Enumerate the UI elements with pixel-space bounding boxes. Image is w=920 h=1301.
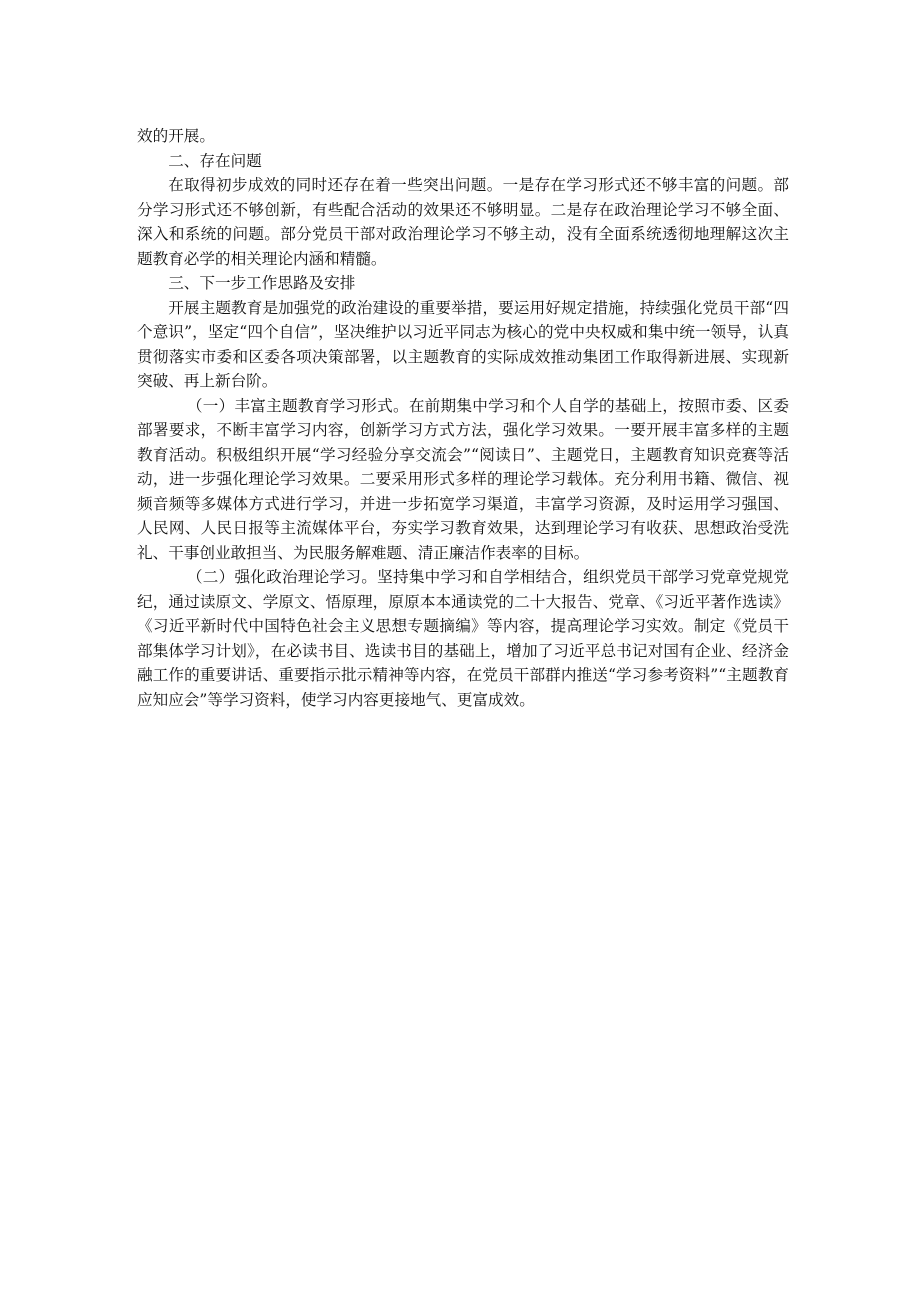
continued-paragraph: 效的开展。 [137, 127, 215, 145]
next-steps-intro-paragraph: 开展主题教育是加强党的政治建设的重要举措，要运用好规定措施，持续强化党员干部“四个意识”，坚定“四个自信”，坚决维护以习近平同志为核心的党中央权威和集中统一领导，认真贯彻落实市委和区委各项决策部署，以主题教育的实际成效推动集团工作取得新进展、实现新突破、再上新台阶。 [137, 298, 789, 390]
subsection-enrich-learning-forms: （一）丰富主题教育学习形式。在前期集中学习和个人自学的基础上，按照市委、区委部署要求，不断丰富学习内容，创新学习方式方法，强化学习效果。一要开展丰富多样的主题教育活动。积极组织开展“学习经验分享交流会”“阅读日”、主题党日，主题教育知识竞赛等活动，进一步强化理论学习效果。二要采用形式多样的理论学习载体。充分利用书籍、微信、视频音频等多媒体方式进行学习，并进一步拓宽学习渠道，丰富学习资源，及时运用学习强国、人民网、人民日报等主流媒体平台，夯实学习教育效果，达到理论学习有收获、思想政治受洗礼、干事创业敢担当、为民服务解难题、清正廉洁作表率的目标。 [137, 396, 789, 562]
section-heading-problems: 二、存在问题 [168, 151, 262, 170]
problems-paragraph: 在取得初步成效的同时还存在着一些突出问题。一是存在学习形式还不够丰富的问题。部分学习形式还不够创新，有些配合活动的效果还不够明显。二是存在政治理论学习不够全面、深入和系统的问题。部分党员干部对政治理论学习不够主动，没有全面系统透彻地理解这次主题教育必学的相关理论内涵和精髓。 [137, 176, 789, 268]
document-body [137, 124, 789, 712]
subsection-strengthen-political-theory: （二）强化政治理论学习。坚持集中学习和自学相结合，组织党员干部学习党章党规党纪，通过读原文、学原文、悟原理，原原本本通读党的二十大报告、党章、《习近平著作选读》《习近平新时代中国特色社会主义思想专题摘编》等内容，提高理论学习实效。制定《党员干部集体学习计划》，在必读书目、选读书目的基础上，增加了习近平总书记对国有企业、经济金融工作的重要讲话、重要指示批示精神等内容，在党员干部群内推送“学习参考资料”“主题教育应知应会”等学习资料，使学习内容更接地气、更富成效。 [137, 568, 789, 709]
section-heading-next-steps: 三、下一步工作思路及安排 [168, 274, 356, 292]
